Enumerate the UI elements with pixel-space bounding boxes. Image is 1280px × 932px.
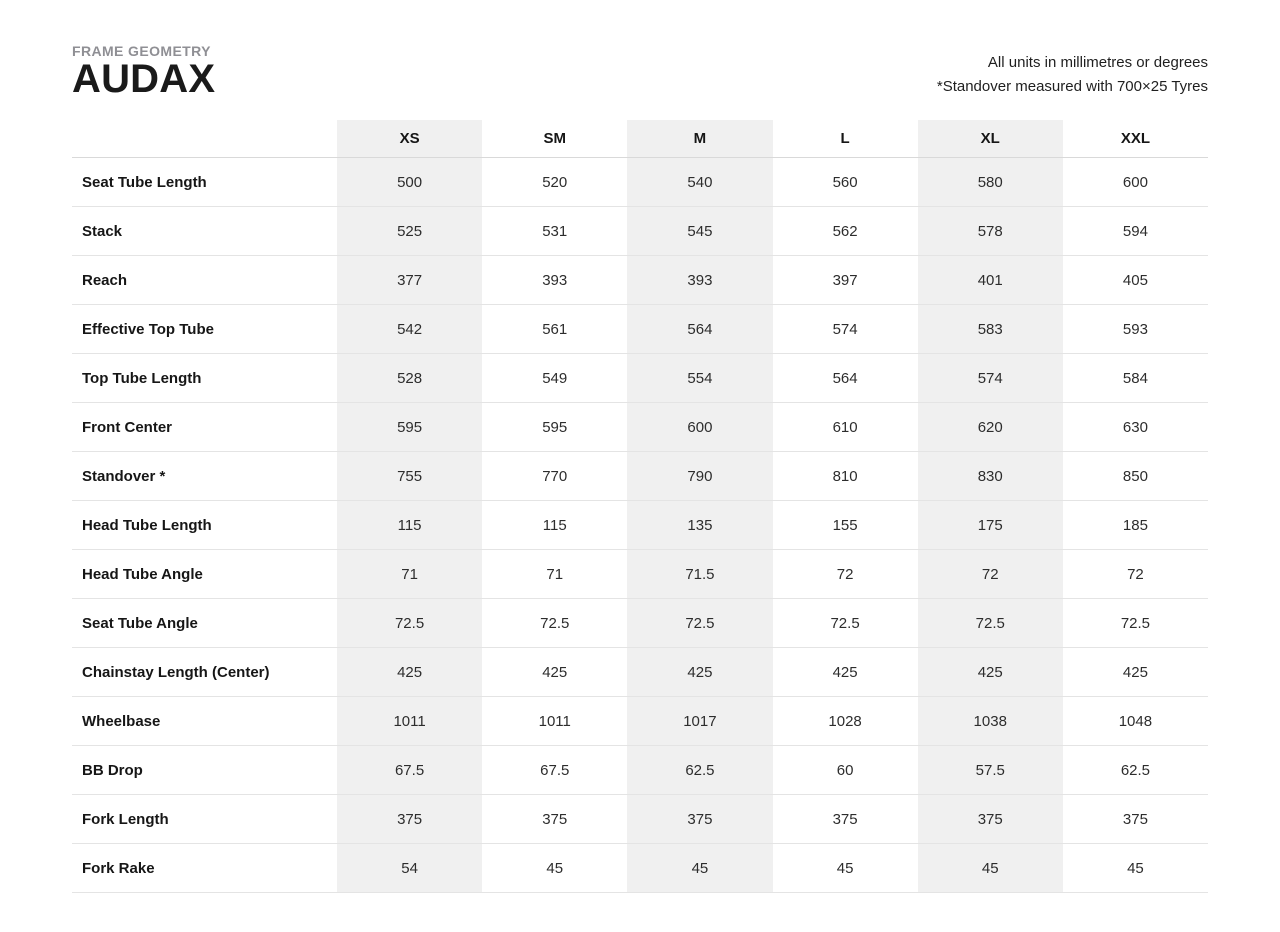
- geometry-value-cell: 549: [542, 369, 568, 387]
- geometry-value-cell: 630: [1122, 418, 1148, 436]
- geometry-value-cell: 375: [1122, 810, 1148, 828]
- table-row: [72, 403, 1208, 452]
- geometry-value-cell: 185: [1122, 516, 1148, 534]
- geometry-value-cell: 45: [836, 859, 854, 877]
- geometry-value-cell: 542: [337, 305, 482, 353]
- geometry-value-cell: 850: [1122, 467, 1148, 485]
- geometry-value-cell: 528: [337, 354, 482, 402]
- row-label: Standover *: [82, 467, 166, 485]
- table-row: [72, 550, 1208, 599]
- geometry-value-cell: 561: [542, 320, 568, 338]
- table-row: [72, 599, 1208, 648]
- geometry-value-cell: 425: [1122, 663, 1148, 681]
- geometry-value-cell: 72.5: [337, 599, 482, 647]
- geometry-value-cell: 397: [832, 271, 858, 289]
- row-label: Stack: [82, 222, 123, 240]
- geometry-value-cell: 72.5: [627, 599, 772, 647]
- geometry-value-cell: 115: [542, 516, 567, 534]
- geometry-value-cell: 540: [627, 158, 772, 206]
- geometry-value-cell: 115: [337, 501, 482, 549]
- table-row: [72, 795, 1208, 844]
- geometry-value-cell: 71: [337, 550, 482, 598]
- row-label: Fork Rake: [82, 859, 155, 877]
- geometry-value-cell: 564: [832, 369, 858, 387]
- geometry-value-cell: 71.5: [627, 550, 772, 598]
- geometry-value-cell: 72: [1127, 565, 1144, 583]
- geometry-value-cell: 375: [918, 795, 1063, 843]
- geometry-value-cell: 810: [832, 467, 858, 485]
- geometry-value-cell: 610: [832, 418, 858, 436]
- geometry-value-cell: 594: [1122, 222, 1148, 240]
- row-label: BB Drop: [82, 761, 143, 779]
- table-row: [72, 452, 1208, 501]
- geometry-value-cell: 375: [832, 810, 858, 828]
- geometry-value-cell: 595: [337, 403, 482, 451]
- geometry-value-cell: 62.5: [627, 746, 772, 794]
- row-label: Head Tube Angle: [82, 565, 203, 583]
- table-row: [72, 746, 1208, 795]
- column-header-xs: XS: [337, 120, 482, 157]
- row-label: Chainstay Length (Center): [82, 663, 270, 681]
- title-block: [72, 43, 216, 101]
- geometry-value-cell: 45: [918, 844, 1063, 892]
- table-row: [72, 844, 1208, 893]
- geometry-value-cell: 57.5: [918, 746, 1063, 794]
- table-row: [72, 501, 1208, 550]
- geometry-value-cell: 45: [627, 844, 772, 892]
- geometry-value-cell: 584: [1122, 369, 1148, 387]
- geometry-value-cell: 620: [918, 403, 1063, 451]
- geometry-value-cell: 583: [918, 305, 1063, 353]
- table-row: [72, 697, 1208, 746]
- geometry-value-cell: 67.5: [540, 761, 570, 779]
- header-corner-cell: [72, 120, 337, 157]
- geometry-value-cell: 425: [627, 648, 772, 696]
- geometry-value-cell: 72.5: [918, 599, 1063, 647]
- geometry-value-cell: 531: [542, 222, 568, 240]
- geometry-value-cell: 1028: [828, 712, 862, 730]
- geometry-value-cell: 72.5: [540, 614, 570, 632]
- geometry-value-cell: 1048: [1118, 712, 1153, 730]
- geometry-value-cell: 405: [1122, 271, 1148, 289]
- geometry-value-cell: 830: [918, 452, 1063, 500]
- geometry-value-cell: 60: [836, 761, 854, 779]
- geometry-value-cell: 425: [337, 648, 482, 696]
- column-header-sm: SM: [543, 130, 566, 147]
- geometry-value-cell: 72: [836, 565, 854, 583]
- units-note: [937, 51, 1208, 99]
- row-label: Reach: [82, 271, 128, 289]
- table-header-row: [72, 120, 1208, 158]
- geometry-value-cell: 45: [546, 859, 564, 877]
- row-label: Seat Tube Angle: [82, 614, 198, 632]
- geometry-value-cell: 393: [627, 256, 772, 304]
- geometry-value-cell: 593: [1122, 320, 1148, 338]
- row-label: Wheelbase: [82, 712, 161, 730]
- geometry-value-cell: 393: [542, 271, 568, 289]
- geometry-value-cell: 375: [542, 810, 568, 828]
- geometry-value-cell: 790: [627, 452, 772, 500]
- geometry-value-cell: 600: [1122, 173, 1148, 191]
- column-header-m: M: [627, 120, 772, 157]
- geometry-value-cell: 72: [918, 550, 1063, 598]
- column-header-l: L: [840, 130, 850, 147]
- table-row: [72, 207, 1208, 256]
- row-label: Front Center: [82, 418, 172, 436]
- table-row: [72, 158, 1208, 207]
- geometry-value-cell: 175: [918, 501, 1063, 549]
- geometry-value-cell: 72.5: [830, 614, 860, 632]
- page-title: AUDAX: [72, 57, 216, 101]
- table-row: [72, 648, 1208, 697]
- geometry-value-cell: 580: [918, 158, 1063, 206]
- table-row: [72, 354, 1208, 403]
- geometry-value-cell: 377: [337, 256, 482, 304]
- geometry-value-cell: 67.5: [337, 746, 482, 794]
- geometry-value-cell: 600: [627, 403, 772, 451]
- geometry-value-cell: 574: [832, 320, 858, 338]
- geometry-value-cell: 770: [542, 467, 568, 485]
- geometry-value-cell: 71: [546, 565, 564, 583]
- geometry-value-cell: 564: [627, 305, 772, 353]
- column-header-xxl: XXL: [1120, 130, 1150, 147]
- row-label: Head Tube Length: [82, 516, 212, 534]
- geometry-value-cell: 1017: [627, 697, 772, 745]
- geometry-value-cell: 45: [1127, 859, 1144, 877]
- table-row: [72, 305, 1208, 354]
- geometry-value-cell: 135: [627, 501, 772, 549]
- geometry-value-cell: 574: [918, 354, 1063, 402]
- row-label: Seat Tube Length: [82, 173, 207, 191]
- geometry-value-cell: 62.5: [1120, 761, 1151, 779]
- geometry-value-cell: 1038: [918, 697, 1063, 745]
- geometry-value-cell: 375: [627, 795, 772, 843]
- geometry-value-cell: 560: [832, 173, 858, 191]
- geometry-value-cell: 525: [337, 207, 482, 255]
- geometry-table: [72, 120, 1208, 893]
- section-eyebrow: FRAME GEOMETRY: [72, 43, 211, 59]
- table-row: [72, 256, 1208, 305]
- geometry-value-cell: 595: [542, 418, 568, 436]
- geometry-value-cell: 375: [337, 795, 482, 843]
- geometry-value-cell: 1011: [538, 712, 571, 730]
- row-label: Fork Length: [82, 810, 169, 828]
- geometry-value-cell: 578: [918, 207, 1063, 255]
- page-header: [72, 43, 1208, 99]
- geometry-value-cell: 1011: [337, 697, 482, 745]
- geometry-value-cell: 72.5: [1120, 614, 1151, 632]
- geometry-value-cell: 562: [832, 222, 858, 240]
- geometry-value-cell: 425: [918, 648, 1063, 696]
- geometry-value-cell: 54: [337, 844, 482, 892]
- geometry-value-cell: 425: [832, 663, 858, 681]
- geometry-value-cell: 155: [832, 516, 858, 534]
- geometry-value-cell: 520: [542, 173, 568, 191]
- geometry-value-cell: 401: [918, 256, 1063, 304]
- geometry-value-cell: 425: [542, 663, 568, 681]
- units-note-line1: All units in millimetres or degrees: [987, 54, 1208, 71]
- column-header-xl: XL: [918, 120, 1063, 157]
- standover-note-line2: *Standover measured with 700×25 Tyres: [936, 78, 1208, 95]
- geometry-value-cell: 755: [337, 452, 482, 500]
- row-label: Effective Top Tube: [82, 320, 214, 338]
- geometry-value-cell: 545: [627, 207, 772, 255]
- geometry-value-cell: 500: [337, 158, 482, 206]
- row-label: Top Tube Length: [82, 369, 202, 387]
- geometry-value-cell: 554: [627, 354, 772, 402]
